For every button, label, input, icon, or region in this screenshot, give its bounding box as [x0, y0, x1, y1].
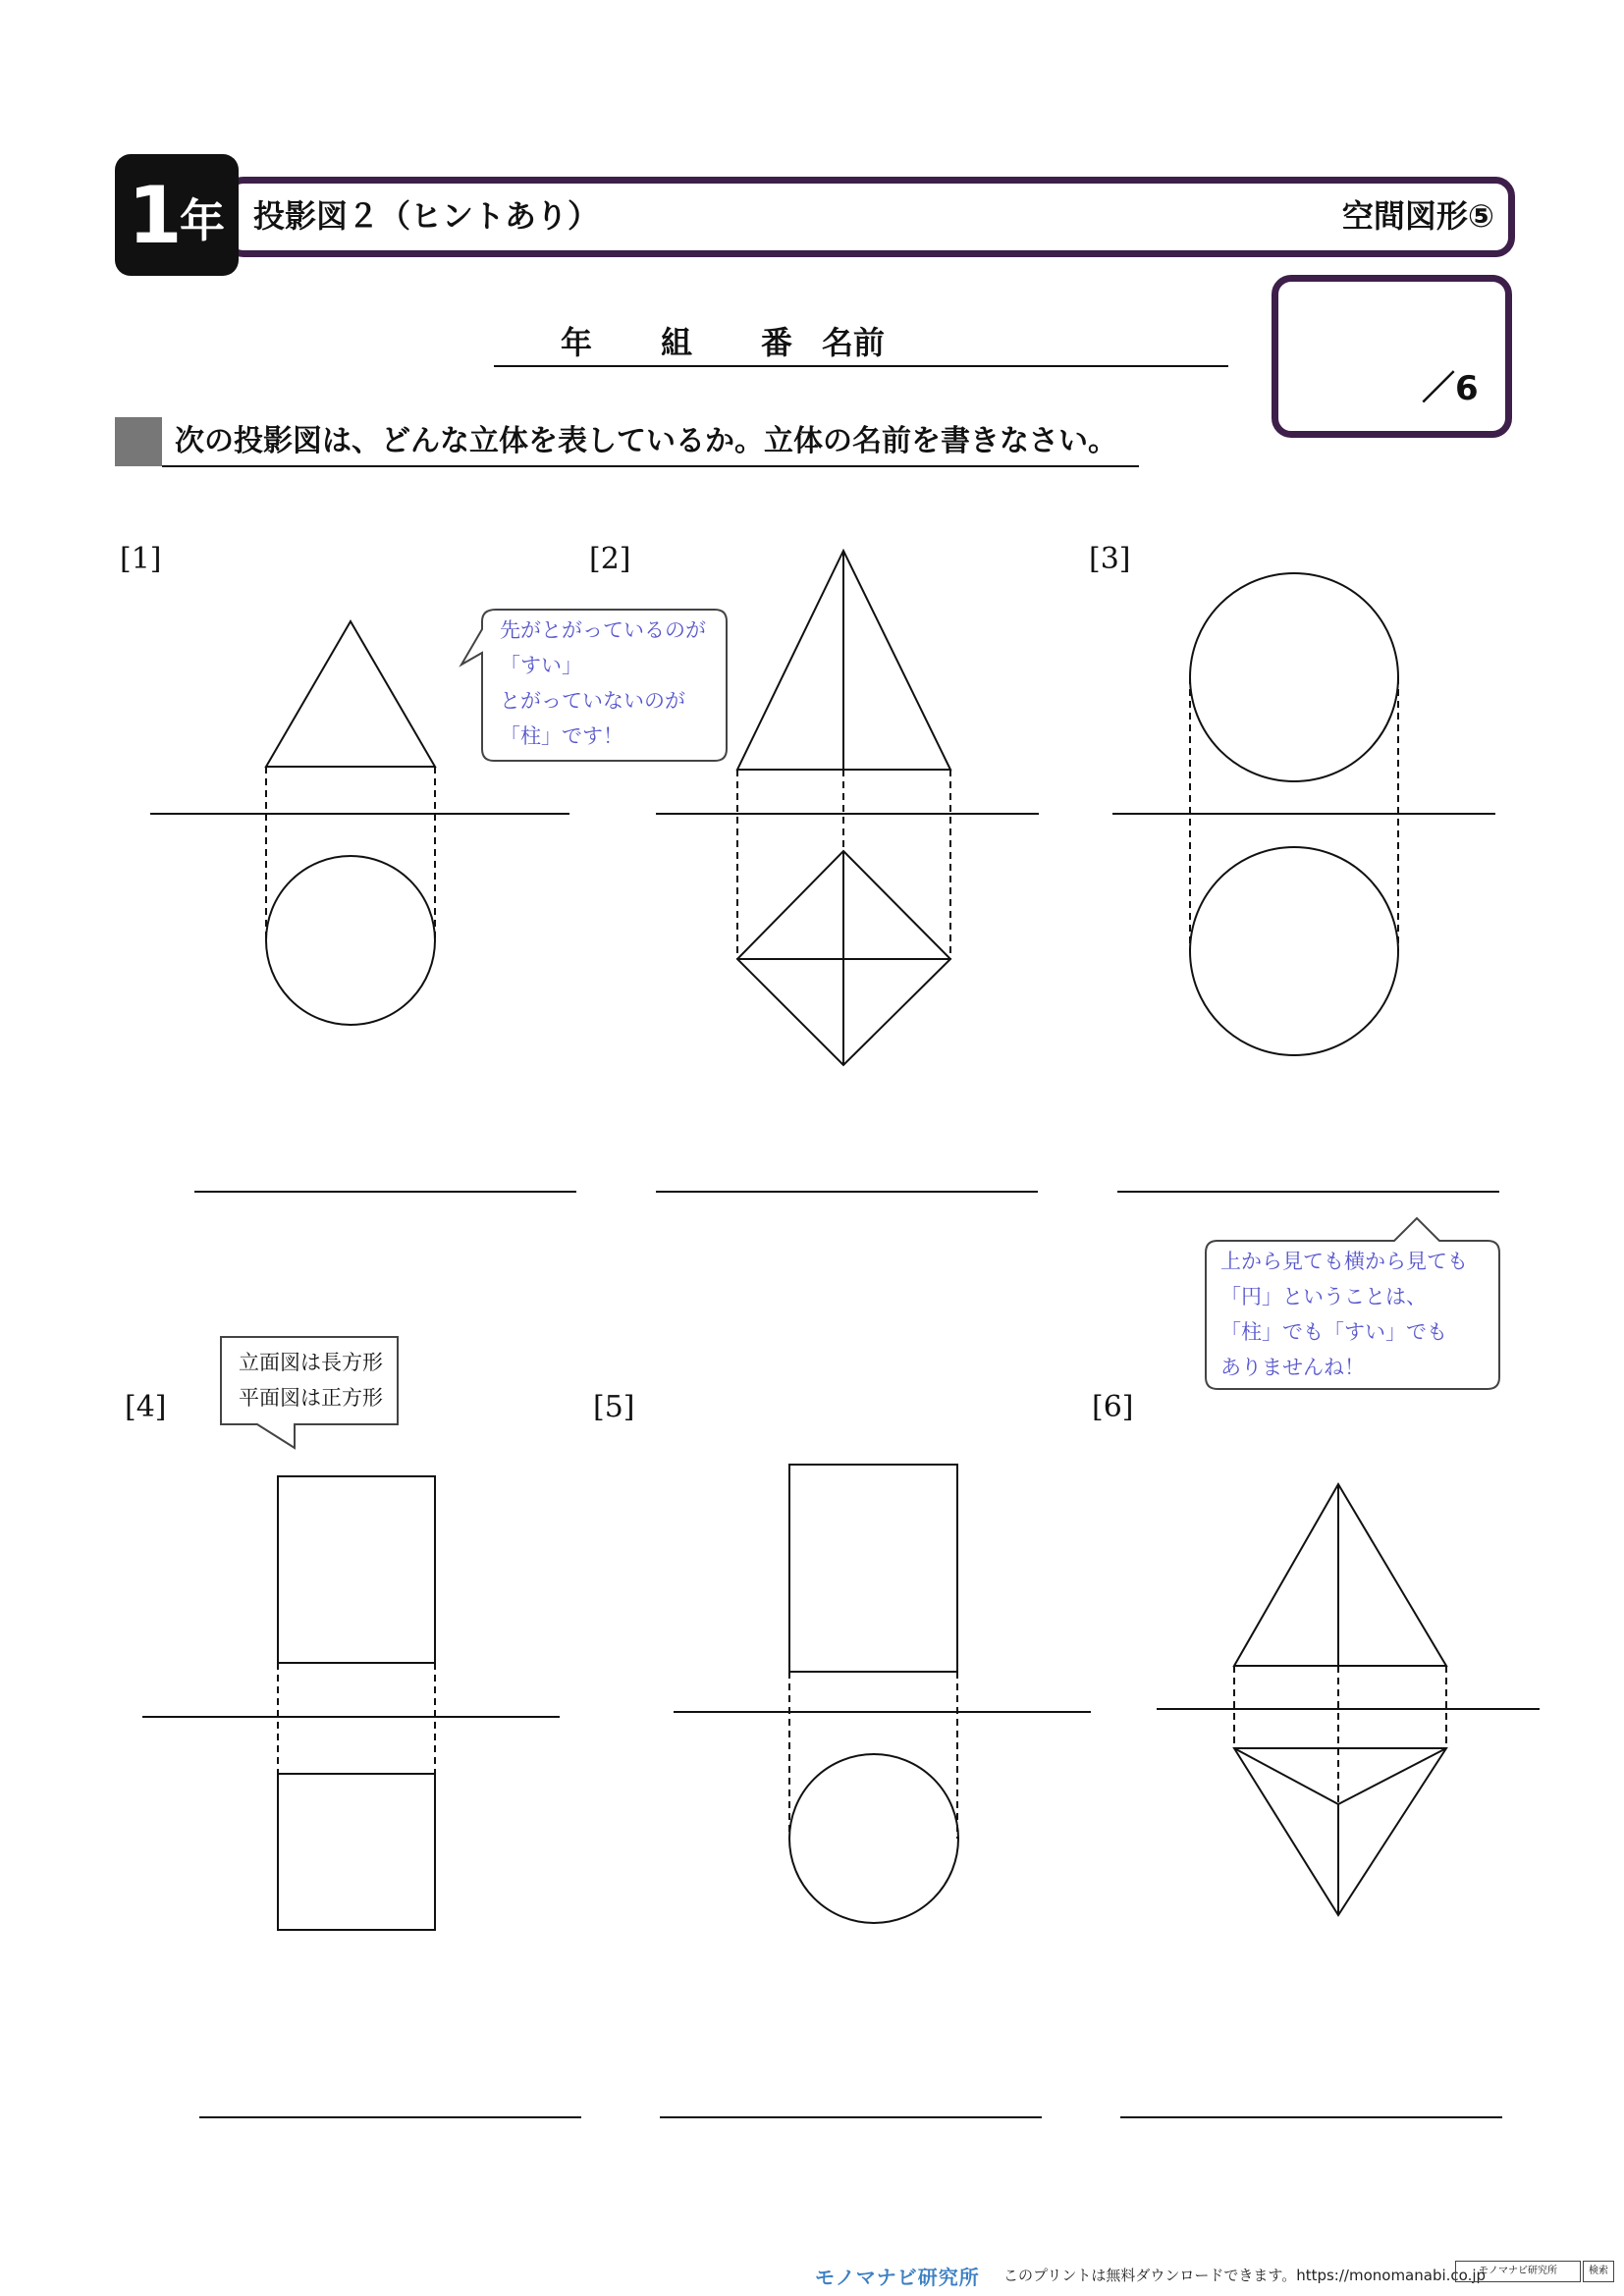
- figure-3-sphere: [1112, 573, 1495, 1055]
- hint-3-text: [1220, 1244, 1468, 1385]
- hint-3-line: ありませんね！: [1220, 1356, 1365, 1379]
- hint-1-text: [500, 613, 706, 754]
- footer-logo: モノマナビ研究所: [815, 2266, 980, 2289]
- footer-search-input[interactable]: モノマナビ研究所: [1455, 2261, 1581, 2282]
- problem-4-label: [4]: [125, 1390, 167, 1424]
- hint-4-text: [239, 1345, 383, 1415]
- figure-4-prism: [142, 1476, 560, 1930]
- problem-6-label: [6]: [1092, 1390, 1134, 1424]
- problem-5-label: [5]: [593, 1390, 635, 1424]
- worksheet-title: 投影図２（ヒントあり）: [253, 197, 600, 235]
- score-total: ／6: [1422, 369, 1479, 408]
- hint-3-line: 上から見ても横から見ても: [1220, 1250, 1468, 1273]
- hint-4-line: 平面図は正方形: [239, 1386, 383, 1410]
- figure-5-cylinder: [674, 1465, 1091, 1923]
- hint-4-line: 立面図は長方形: [239, 1351, 383, 1374]
- hint-1-line: とがっていないのが: [500, 689, 685, 713]
- footer-text: このプリントは無料ダウンロードできます。https://monomanabi.co.jp: [1003, 2267, 1487, 2284]
- instruction-text: 次の投影図は、どんな立体を表しているか。立体の名前を書きなさい。: [175, 424, 1117, 458]
- problem-3-label: [3]: [1089, 542, 1131, 576]
- hint-1-line: 「柱」です！: [500, 724, 623, 748]
- hint-1-line: 先がとがっているのが: [500, 618, 706, 642]
- unit-title: 空間図形⑤: [1341, 197, 1494, 235]
- problem-1-label: [1]: [120, 542, 162, 576]
- name-label: 名前: [822, 324, 886, 361]
- grade-number: 1: [128, 170, 183, 261]
- number-label: 番: [761, 324, 793, 361]
- hint-3-line: 「円」ということは、: [1220, 1285, 1427, 1308]
- hint-1-line: 「すい」: [500, 654, 582, 677]
- hint-3-line: 「柱」でも「すい」でも: [1220, 1320, 1447, 1344]
- problem-2-label: [2]: [589, 542, 631, 576]
- year-label: 年: [561, 324, 593, 361]
- figure-6-triangular-pyramid: [1157, 1484, 1540, 1915]
- footer-search-button[interactable]: 検索: [1583, 2261, 1614, 2282]
- grade-kanji: 年: [180, 194, 225, 247]
- class-label: 組: [661, 324, 693, 361]
